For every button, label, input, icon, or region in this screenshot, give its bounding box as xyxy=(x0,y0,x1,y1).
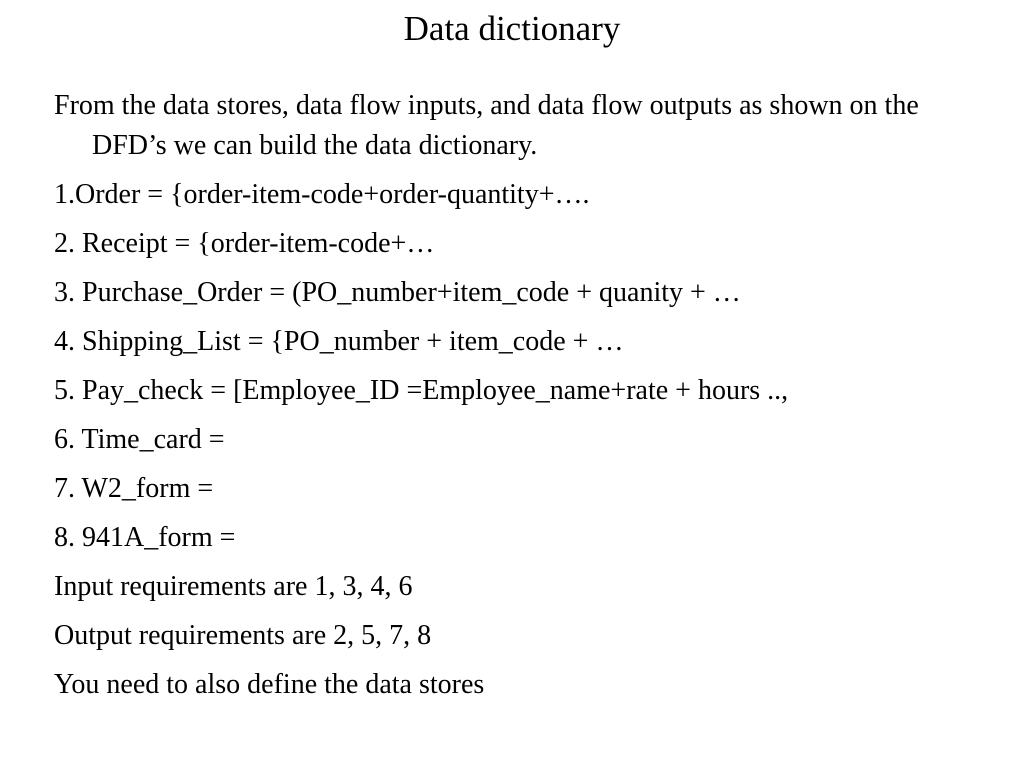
entry-time-card: 6. Time_card = xyxy=(54,424,225,455)
intro-paragraph: From the data stores, data flow inputs, and data flow outputs as shown on the DFD’s we can build the data dictionary. xyxy=(54,90,919,161)
entry-order: 1.Order = {order-item-code+order-quantity+…. xyxy=(54,179,590,210)
entry-receipt: 2. Receipt = {order-item-code+… xyxy=(54,228,435,259)
entry-pay-check: 5. Pay_check = [Employee_ID =Employee_name+rate + hours .., xyxy=(54,375,789,406)
slide-body xyxy=(54,86,974,714)
slide-title: Data dictionary xyxy=(403,9,621,48)
entry-shipping-list: 4. Shipping_List = {PO_number + item_code + … xyxy=(54,326,624,357)
entry-w2-form: 7. W2_form = xyxy=(54,473,214,504)
input-requirements: Input requirements are 1, 3, 4, 6 xyxy=(54,571,413,602)
entry-purchase-order: 3. Purchase_Order = (PO_number+item_code + quanity + … xyxy=(54,277,741,308)
entry-941a-form: 8. 941A_form = xyxy=(54,522,236,553)
output-requirements: Output requirements are 2, 5, 7, 8 xyxy=(54,620,432,651)
data-stores-note: You need to also define the data stores xyxy=(54,669,485,700)
